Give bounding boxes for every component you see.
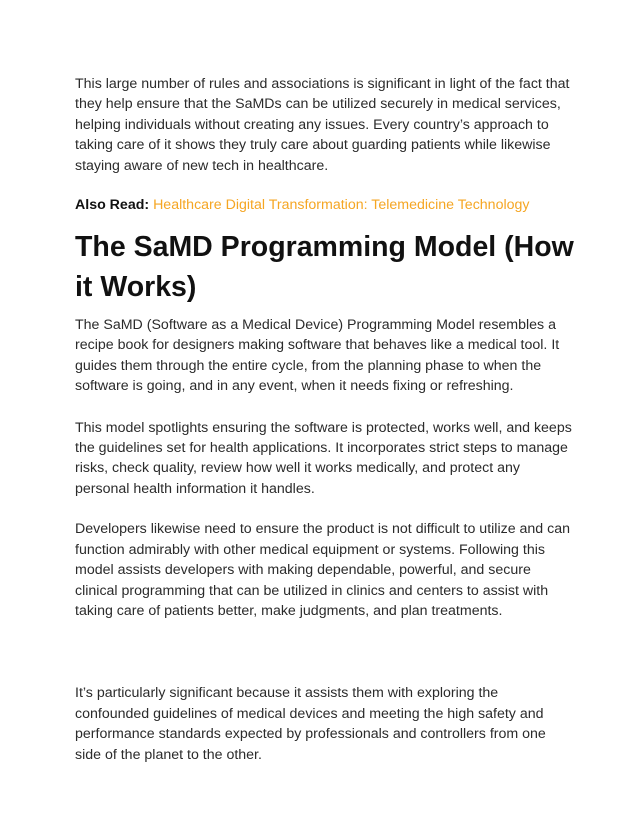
body-paragraph-3: Developers likewise need to ensure the product is not difficult to utilize and can function admirably with other medical equipment or systems. Following this model assists developers with making dependable, powerful, and secure clinical programming that can be utilized in clinics and centers to assist with taking care of patients better, make judgments, and plan treatments. — [75, 521, 571, 619]
intro-paragraph: This large number of rules and associations is significant in light of the fact that they help ensure that the SaMDs can be utilized securely in medical services, helping individuals without creating any issues. Every country’s approach to taking care of it shows they truly care about guarding patients while likewise staying aware of new tech in healthcare. — [75, 76, 570, 174]
body-paragraph-1: The SaMD (Software as a Medical Device) Programming Model resembles a recipe book for designers making software that behaves like a medical tool. It guides them through the entire cycle, from the planning phase to when the software is going, and in any event, when it needs fixing or refreshing. — [75, 317, 560, 395]
document-page — [75, 74, 575, 765]
body-paragraph-4: It’s particularly significant because it assists them with exploring the confounded guidelines of medical devices and meeting the high safety and performance standards expected by professionals and controllers from one side of the planet to the other. — [75, 685, 546, 763]
also-read-label: Also Read: — [75, 197, 150, 214]
also-read-line — [75, 195, 575, 215]
also-read-link[interactable]: Healthcare Digital Transformation: Telemedicine Technology — [153, 197, 530, 214]
section-heading: The SaMD Programming Model (How it Works) — [75, 231, 574, 304]
body-paragraph-2: This model spotlights ensuring the software is protected, works well, and keeps the guidelines set for health applications. It incorporates strict steps to manage risks, check quality, review how well it works medically, and protect any personal health information it handles. — [75, 419, 572, 497]
